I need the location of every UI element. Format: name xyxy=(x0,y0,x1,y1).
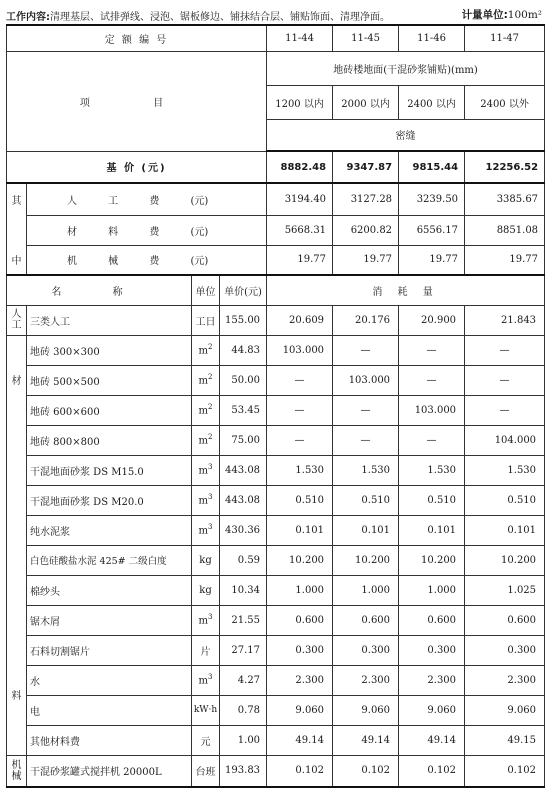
consumption-cell: 2.300 xyxy=(399,665,465,695)
resource-unit: kW·h xyxy=(192,695,220,725)
base-price-cell: 9347.87 xyxy=(333,151,399,183)
consumption-cell: 10.200 xyxy=(333,545,399,575)
material-row xyxy=(7,665,545,695)
consumption-cell: 0.102 xyxy=(267,755,333,787)
resource-unit: $m^3$ xyxy=(192,455,220,485)
resource-unit: $m^2$ xyxy=(192,425,220,455)
labor-row xyxy=(7,305,545,335)
resource-name: 水 xyxy=(27,665,192,695)
consumption-cell: 0.300 xyxy=(267,635,333,665)
resource-unit: $m^2$ xyxy=(192,365,220,395)
consumption-cell: 1.530 xyxy=(399,455,465,485)
base-price-row xyxy=(7,151,545,183)
consumption-cell: — xyxy=(267,365,333,395)
col-price-header: 单价(元) xyxy=(220,275,267,305)
quota-code-cell: 11-45 xyxy=(333,25,399,51)
consumption-cell: 0.102 xyxy=(399,755,465,787)
resource-price: 193.83 xyxy=(220,755,267,787)
resource-unit: 元 xyxy=(192,725,220,755)
consumption-cell: 20.900 xyxy=(399,305,465,335)
col-unit-header: 单位 xyxy=(192,275,220,305)
resource-name: 石料切割锯片 xyxy=(27,635,192,665)
quota-code-row xyxy=(7,25,545,51)
cost-cell: 8851.08 xyxy=(465,215,545,245)
resource-unit: 片 xyxy=(192,635,220,665)
cost-label: 人 工 费 (元) xyxy=(27,183,267,215)
consumption-cell: 1.530 xyxy=(333,455,399,485)
resource-name: 三类人工 xyxy=(27,305,192,335)
cost-cell: 3127.28 xyxy=(333,183,399,215)
consumption-cell: — xyxy=(399,365,465,395)
material-row xyxy=(7,485,545,515)
header-line xyxy=(6,6,544,24)
consumption-cell: 20.176 xyxy=(333,305,399,335)
material-group-bottom: 料 xyxy=(11,690,22,702)
material-row xyxy=(7,335,545,365)
base-price-label: 基 价 (元) xyxy=(7,151,267,183)
material-row xyxy=(7,695,545,725)
material-row xyxy=(7,605,545,635)
material-row xyxy=(7,515,545,545)
resource-price: 0.78 xyxy=(220,695,267,725)
item-label: 项 目 xyxy=(7,51,267,151)
resource-unit: 台班 xyxy=(192,755,220,787)
consumption-cell: 2.300 xyxy=(465,665,545,695)
consumption-cell: 0.510 xyxy=(465,485,545,515)
resource-name: 地砖 300×300 xyxy=(27,335,192,365)
consumption-cell: — xyxy=(399,425,465,455)
resource-price: 75.00 xyxy=(220,425,267,455)
resource-unit: $m^2$ xyxy=(192,335,220,365)
work-content-label: 工作内容: xyxy=(6,12,50,23)
machine-group-label: 机械 xyxy=(7,755,27,787)
consumption-cell: — xyxy=(333,425,399,455)
measure-unit-label: 计量单位: xyxy=(461,9,508,21)
measure-unit xyxy=(462,7,542,22)
material-row xyxy=(7,725,545,755)
material-group-label xyxy=(7,335,27,755)
cost-label: 机 械 费 (元) xyxy=(27,245,267,275)
cost-cell: 19.77 xyxy=(333,245,399,275)
category-row xyxy=(7,51,545,85)
of-which-spacer xyxy=(7,215,27,245)
cost-cell: 3194.40 xyxy=(267,183,333,215)
resource-unit: kg xyxy=(192,575,220,605)
resource-unit: $m^3$ xyxy=(192,515,220,545)
resource-name: 地砖 600×600 xyxy=(27,395,192,425)
material-row xyxy=(7,395,545,425)
consumption-cell: — xyxy=(465,335,545,365)
consumption-cell: 0.300 xyxy=(333,635,399,665)
consumption-cell: 49.14 xyxy=(399,725,465,755)
consumption-cell: 49.14 xyxy=(333,725,399,755)
consumption-cell: 0.600 xyxy=(465,605,545,635)
consumption-cell: 0.600 xyxy=(267,605,333,635)
resource-price: 27.17 xyxy=(220,635,267,665)
resource-name: 电 xyxy=(27,695,192,725)
quota-table xyxy=(6,24,545,788)
consumption-cell: 9.060 xyxy=(333,695,399,725)
consumption-cell: 0.510 xyxy=(267,485,333,515)
consumption-cell: — xyxy=(333,335,399,365)
consumption-cell: 1.530 xyxy=(465,455,545,485)
resource-name: 锯木屑 xyxy=(27,605,192,635)
col-consumption-header: 消 耗 量 xyxy=(267,275,545,305)
material-row xyxy=(7,545,545,575)
resource-price: 44.83 xyxy=(220,335,267,365)
consumption-cell: 1.000 xyxy=(333,575,399,605)
resource-name: 其他材料费 xyxy=(27,725,192,755)
consumption-cell: 0.510 xyxy=(333,485,399,515)
resource-name: 白色硅酸盐水泥 425# 二级白度 xyxy=(27,545,192,575)
size-cell: 2400 以内 xyxy=(399,85,465,119)
consumption-cell: 2.300 xyxy=(267,665,333,695)
consumption-cell: 20.609 xyxy=(267,305,333,335)
consumption-cell: 103.000 xyxy=(333,365,399,395)
resource-unit: $m^3$ xyxy=(192,605,220,635)
resource-price: 443.08 xyxy=(220,485,267,515)
resource-unit: kg xyxy=(192,545,220,575)
cost-cell: 19.77 xyxy=(267,245,333,275)
consumption-cell: 103.000 xyxy=(267,335,333,365)
resource-name: 纯水泥浆 xyxy=(27,515,192,545)
cost-cell: 19.77 xyxy=(399,245,465,275)
material-row xyxy=(7,575,545,605)
consumption-cell: 9.060 xyxy=(465,695,545,725)
consumption-cell: 0.102 xyxy=(465,755,545,787)
resource-name: 地砖 800×800 xyxy=(27,425,192,455)
consumption-cell: 0.102 xyxy=(333,755,399,787)
material-row xyxy=(7,365,545,395)
consumption-cell: — xyxy=(399,335,465,365)
consumption-cell: 1.000 xyxy=(267,575,333,605)
consumption-header-row xyxy=(7,275,545,305)
resource-price: 443.08 xyxy=(220,455,267,485)
consumption-cell: — xyxy=(465,395,545,425)
resource-price: 53.45 xyxy=(220,395,267,425)
of-which-top: 其 xyxy=(7,183,27,215)
consumption-cell: — xyxy=(267,395,333,425)
base-price-cell: 9815.44 xyxy=(399,151,465,183)
consumption-cell: 0.510 xyxy=(399,485,465,515)
consumption-cell: 0.101 xyxy=(465,515,545,545)
machine-row xyxy=(7,755,545,787)
base-price-cell: 12256.52 xyxy=(465,151,545,183)
category-cell: 地砖楼地面(干混砂浆铺贴)(mm) xyxy=(267,51,545,85)
size-cell: 2000 以内 xyxy=(333,85,399,119)
cost-cell: 3239.50 xyxy=(399,183,465,215)
consumption-cell: 49.15 xyxy=(465,725,545,755)
resource-unit: $m^2$ xyxy=(192,395,220,425)
consumption-cell: 0.300 xyxy=(465,635,545,665)
resource-price: 0.59 xyxy=(220,545,267,575)
col-name-header: 名 称 xyxy=(7,275,192,305)
cost-row-labor xyxy=(7,183,545,215)
resource-price: 1.00 xyxy=(220,725,267,755)
consumption-cell: 1.000 xyxy=(399,575,465,605)
consumption-cell: 104.000 xyxy=(465,425,545,455)
resource-name: 干混砂浆罐式搅拌机 20000L xyxy=(27,755,192,787)
measure-unit-value: 100m² xyxy=(507,9,542,21)
consumption-cell: 0.600 xyxy=(399,605,465,635)
consumption-cell: 0.600 xyxy=(333,605,399,635)
consumption-cell: 103.000 xyxy=(399,395,465,425)
resource-price: 10.34 xyxy=(220,575,267,605)
material-group-top: 材 xyxy=(11,375,22,387)
consumption-cell: 2.300 xyxy=(333,665,399,695)
resource-name: 干混地面砂浆 DS M15.0 xyxy=(27,455,192,485)
material-row xyxy=(7,425,545,455)
base-price-cell: 8882.48 xyxy=(267,151,333,183)
consumption-cell: 9.060 xyxy=(399,695,465,725)
material-row xyxy=(7,455,545,485)
resource-name: 棉纱头 xyxy=(27,575,192,605)
quota-code-cell: 11-47 xyxy=(465,25,545,51)
resource-price: 155.00 xyxy=(220,305,267,335)
cost-cell: 3385.67 xyxy=(465,183,545,215)
resource-price: 4.27 xyxy=(220,665,267,695)
labor-group-label: 人工 xyxy=(7,305,27,335)
consumption-cell: 10.200 xyxy=(267,545,333,575)
consumption-cell: — xyxy=(267,425,333,455)
resource-price: 430.36 xyxy=(220,515,267,545)
material-row xyxy=(7,635,545,665)
cost-cell: 5668.31 xyxy=(267,215,333,245)
quota-code-label: 定 额 编 号 xyxy=(7,25,267,51)
cost-row-material xyxy=(7,215,545,245)
consumption-cell: 49.14 xyxy=(267,725,333,755)
consumption-cell: 10.200 xyxy=(399,545,465,575)
size-cell: 2400 以外 xyxy=(465,85,545,119)
resource-unit: 工日 xyxy=(192,305,220,335)
quota-code-cell: 11-44 xyxy=(267,25,333,51)
joint-cell: 密缝 xyxy=(267,119,545,151)
work-content xyxy=(6,8,390,23)
consumption-cell: 1.025 xyxy=(465,575,545,605)
cost-cell: 6200.82 xyxy=(333,215,399,245)
cost-row-machine xyxy=(7,245,545,275)
consumption-cell: 9.060 xyxy=(267,695,333,725)
consumption-cell: 0.101 xyxy=(399,515,465,545)
size-cell: 1200 以内 xyxy=(267,85,333,119)
consumption-cell: 10.200 xyxy=(465,545,545,575)
consumption-cell: 0.300 xyxy=(399,635,465,665)
resource-name: 干混地面砂浆 DS M20.0 xyxy=(27,485,192,515)
resource-name: 地砖 500×500 xyxy=(27,365,192,395)
consumption-cell: 21.843 xyxy=(465,305,545,335)
consumption-cell: 1.530 xyxy=(267,455,333,485)
consumption-cell: — xyxy=(333,395,399,425)
cost-label: 材 料 费 (元) xyxy=(27,215,267,245)
cost-cell: 6556.17 xyxy=(399,215,465,245)
work-content-text: 清理基层、试排弹线、浸泡、锯板修边、铺抹结合层、铺贴饰面、清理净面。 xyxy=(50,12,390,23)
resource-price: 21.55 xyxy=(220,605,267,635)
cost-cell: 19.77 xyxy=(465,245,545,275)
resource-price: 50.00 xyxy=(220,365,267,395)
consumption-cell: — xyxy=(465,365,545,395)
quota-code-cell: 11-46 xyxy=(399,25,465,51)
of-which-bottom: 中 xyxy=(7,245,27,275)
consumption-cell: 0.101 xyxy=(267,515,333,545)
resource-unit: $m^3$ xyxy=(192,665,220,695)
resource-unit: $m^3$ xyxy=(192,485,220,515)
consumption-cell: 0.101 xyxy=(333,515,399,545)
